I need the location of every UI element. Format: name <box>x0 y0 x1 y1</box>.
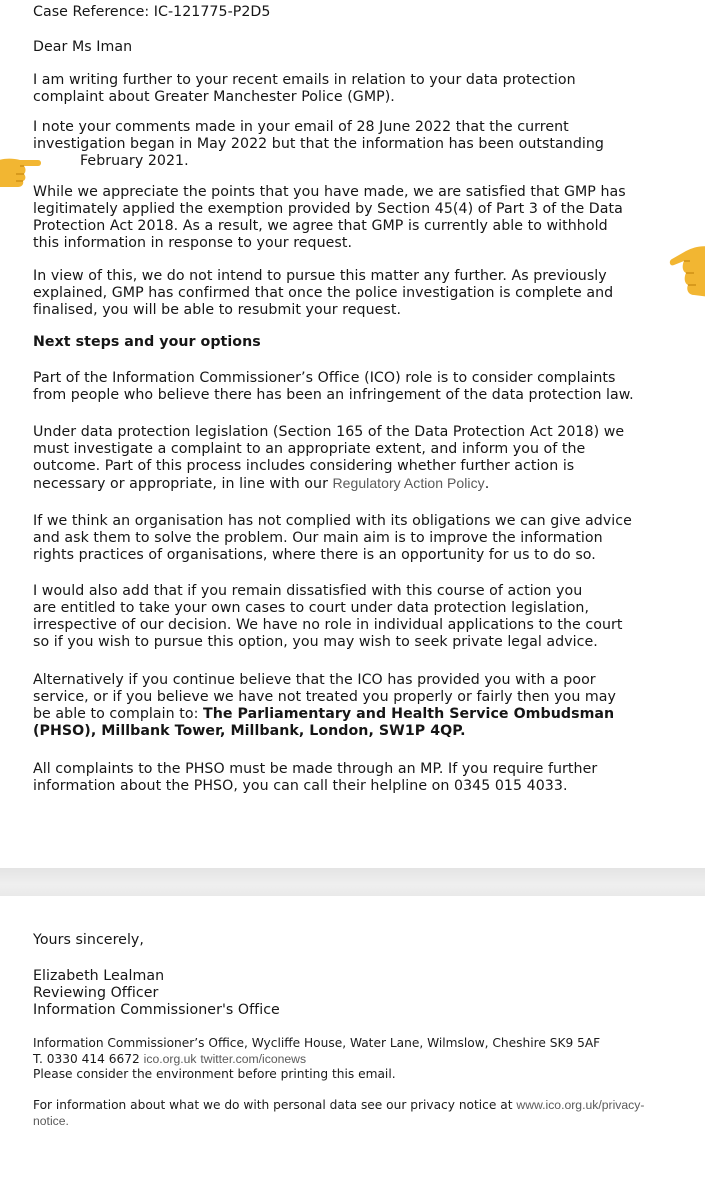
signature-block <box>33 968 698 1019</box>
website-link[interactable]: ico.org.uk <box>143 1051 197 1066</box>
privacy-link[interactable]: www.ico.org.uk/privacy- <box>516 1098 645 1112</box>
signatory-org: Information Commissioner's Office <box>33 1002 280 1018</box>
pointing-left-hand-icon <box>666 237 705 315</box>
paragraph-1: I am writing further to your recent emails in relation to your data protection complaint about Greater Manchester Police (GMP). <box>33 72 576 105</box>
paragraph-9: Alternatively if you continue believe that the ICO has provided you with a poor service, or if you believe we have not treated you properly or fairly then you may be able to complain to: The Parliamentary and Health Service Ombudsman (PHSO), Millbank Tower, Millbank, London, SW1P 4QP. <box>33 672 698 740</box>
salutation: Dear Ms Iman <box>33 39 133 55</box>
signatory-name: Elizabeth Lealman <box>33 968 165 984</box>
footer-address: Information Commissioner’s Office, Wycliffe House, Water Lane, Wilmslow, Cheshire SK9 5AF <box>33 1036 601 1050</box>
paragraph-10: All complaints to the PHSO must be made through an MP. If you require further information about the PHSO, you can call their helpline on 0345 015 4033. <box>33 761 598 794</box>
paragraph-5: Part of the Information Commissioner’s Office (ICO) role is to consider complaints from people who believe there has been an infringement of the data protection law. <box>33 370 634 403</box>
paragraph-3: While we appreciate the points that you have made, we are satisfied that GMP has legitimately applied the exemption provided by Section 45(4) of Part 3 of the Data Protection Act 2018. As a result, we agree that GMP is currently able to withhold this information in response to your request. <box>33 184 626 251</box>
paragraph-8: I would also add that if you remain dissatisfied with this course of action you are entitled to take your own cases to court under data protection legislation, irrespective of our decision. We have no role in individual applications to the court so if you wish to pursue this option, you may wish to seek private legal advice. <box>33 583 623 650</box>
signatory-role: Reviewing Officer <box>33 985 159 1001</box>
pointing-right-hand-icon <box>0 150 42 190</box>
twitter-link[interactable]: twitter.com/iconews <box>200 1051 307 1066</box>
page-break <box>0 868 705 896</box>
regulatory-action-policy-link[interactable]: Regulatory Action Policy <box>332 475 485 491</box>
next-steps-heading: Next steps and your options <box>33 334 261 350</box>
phso-name: The Parliamentary and Health Service Ombudsman <box>203 706 615 722</box>
environment-note: Please consider the environment before printing this email. <box>33 1067 396 1081</box>
paragraph-4: In view of this, we do not intend to pursue this matter any further. As previously explained, GMP has confirmed that once the police investigation is complete and finalised, you will be able to resubmit your request. <box>33 268 614 318</box>
closing: Yours sincerely, <box>33 932 144 948</box>
privacy-link-continued[interactable]: notice. <box>33 1113 69 1128</box>
paragraph-6: Under data protection legislation (Section 165 of the Data Protection Act 2018) we must investigate a complaint to an appropriate extent, and inform you of the outcome. Part of this process includes considering whether further action is necessary or appropriate, in line with our Regulatory Action Policy. <box>33 424 625 492</box>
phso-address: (PHSO), Millbank Tower, Millbank, London, SW1P 4QP. <box>33 723 466 739</box>
paragraph-2: I note your comments made in your email of 28 June 2022 that the current investigation began in May 2022 but that the information has been outstanding February 2021. <box>33 119 604 169</box>
paragraph-7: If we think an organisation has not complied with its obligations we can give advice and ask them to solve the problem. Our main aim is to improve the information rights practices of organisations, where there is an opportunity for us to do so. <box>33 513 632 563</box>
case-reference: Case Reference: IC-121775-P2D5 <box>33 4 271 20</box>
footer-contact: Information Commissioner’s Office, Wycliffe House, Water Lane, Wilmslow, Cheshire SK9 5AF T. 0330 414 6672 ico.org.uk twitter.com/iconews Please consider the environment before printing this email. <box>33 1036 698 1083</box>
letter-sheet-2 <box>0 896 705 1200</box>
footer-privacy: For information about what we do with personal data see our privacy notice at www.ico.org.uk/privacy- notice. <box>33 1098 698 1129</box>
